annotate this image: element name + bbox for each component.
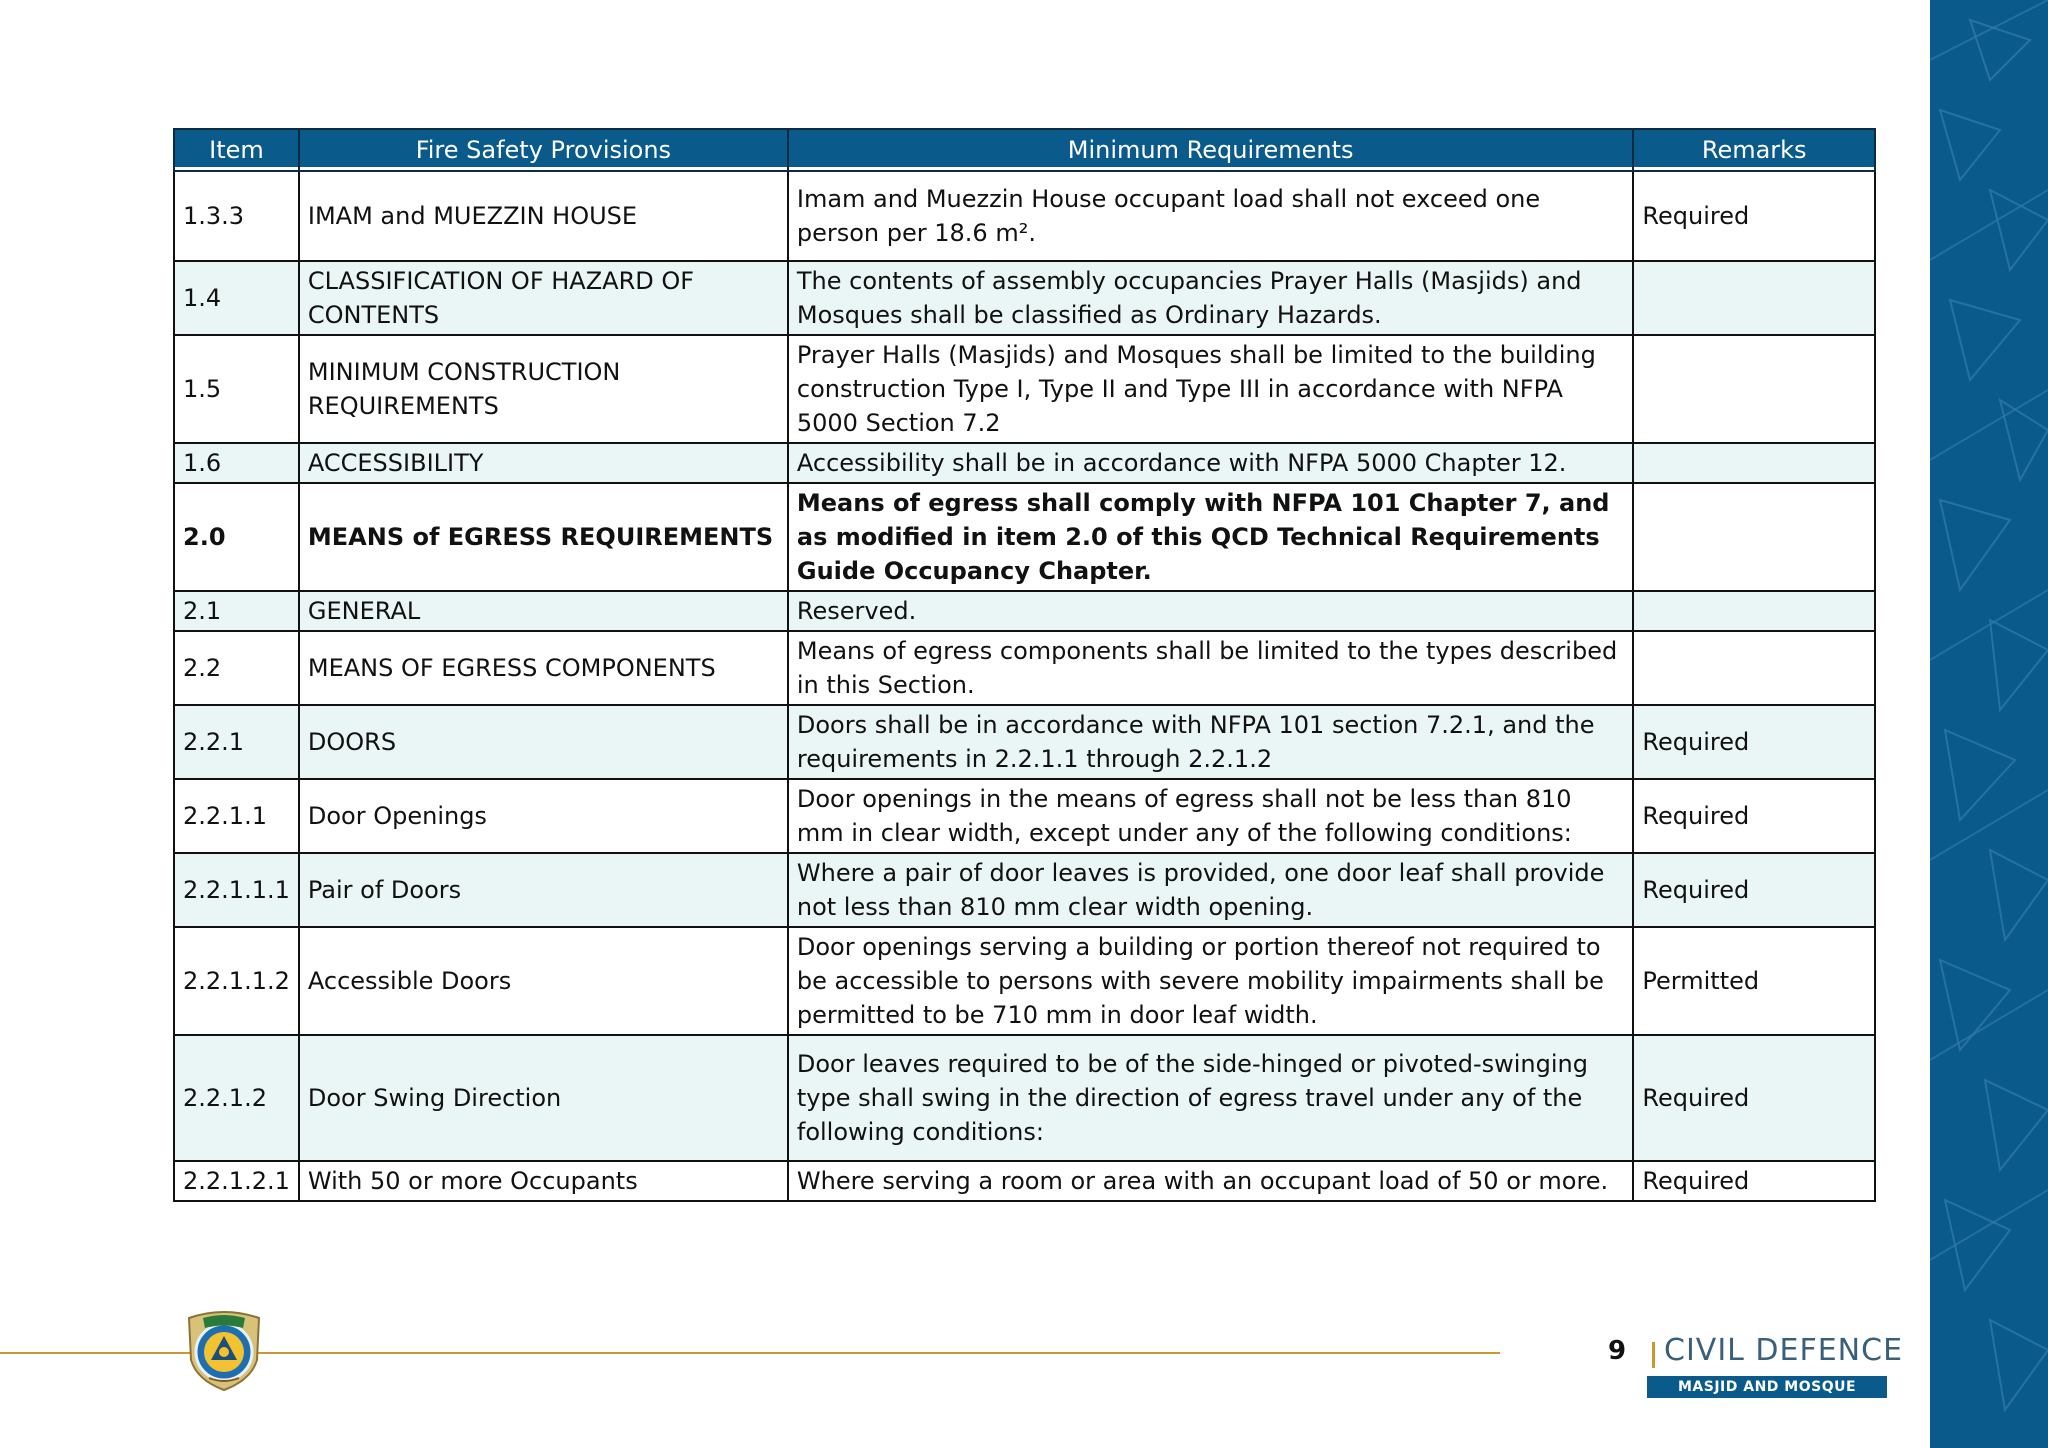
cell-requirement: Means of egress components shall be limited to the types described in this Section. — [788, 631, 1634, 705]
cell-remark — [1633, 261, 1875, 335]
table-row — [174, 1161, 1875, 1201]
footer-separator — [1652, 1342, 1655, 1368]
cell-requirement: Reserved. — [788, 591, 1634, 631]
cell-requirement: Means of egress shall comply with NFPA 101 Chapter 7, and as modified in item 2.0 of this QCD Technical Requirements Guide Occupancy Chapter. — [788, 483, 1634, 591]
header-item: Item — [174, 129, 299, 171]
cell-provision: GENERAL — [299, 591, 788, 631]
cell-remark — [1633, 483, 1875, 591]
cell-item: 1.4 — [174, 261, 299, 335]
cell-item: 2.2.1.2 — [174, 1035, 299, 1161]
cell-remark — [1633, 443, 1875, 483]
cell-provision: With 50 or more Occupants — [299, 1161, 788, 1201]
cell-provision: MEANS of EGRESS REQUIREMENTS — [299, 483, 788, 591]
document-label: MASJID AND MOSQUE — [1647, 1376, 1887, 1398]
cell-provision: Pair of Doors — [299, 853, 788, 927]
cell-item: 2.2 — [174, 631, 299, 705]
cell-remark: Required — [1633, 779, 1875, 853]
table-row — [174, 335, 1875, 443]
cell-requirement: Accessibility shall be in accordance with NFPA 5000 Chapter 12. — [788, 443, 1634, 483]
cell-item: 1.5 — [174, 335, 299, 443]
cell-remark: Required — [1633, 853, 1875, 927]
header-provisions: Fire Safety Provisions — [299, 129, 788, 171]
cell-requirement: Doors shall be in accordance with NFPA 101 section 7.2.1, and the requirements in 2.2.1.1 through 2.2.1.2 — [788, 705, 1634, 779]
header-requirements: Minimum Requirements — [788, 129, 1634, 171]
table-row — [174, 853, 1875, 927]
cell-item: 2.0 — [174, 483, 299, 591]
cell-item: 1.6 — [174, 443, 299, 483]
cell-provision: CLASSIFICATION OF HAZARD OF CONTENTS — [299, 261, 788, 335]
cell-provision: MEANS OF EGRESS COMPONENTS — [299, 631, 788, 705]
cell-provision: Accessible Doors — [299, 927, 788, 1035]
organization-name: CIVIL DEFENCE — [1664, 1333, 1904, 1368]
cell-provision: DOORS — [299, 705, 788, 779]
cell-provision: MINIMUM CONSTRUCTION REQUIREMENTS — [299, 335, 788, 443]
cell-remark: Required — [1633, 1035, 1875, 1161]
table-row — [174, 631, 1875, 705]
cell-requirement: Door openings serving a building or portion thereof not required to be accessible to persons with severe mobility impairments shall be permitted to be 710 mm in door leaf width. — [788, 927, 1634, 1035]
decorative-side-band — [1930, 0, 2048, 1448]
cell-remark: Required — [1633, 1161, 1875, 1201]
table-row — [174, 705, 1875, 779]
cell-remark: Permitted — [1633, 927, 1875, 1035]
cell-remark: Required — [1633, 171, 1875, 261]
table-row — [174, 591, 1875, 631]
table-row — [174, 927, 1875, 1035]
table-row — [174, 443, 1875, 483]
triangle-pattern-icon — [1930, 0, 2048, 1448]
cell-remark: Required — [1633, 705, 1875, 779]
cell-item: 2.1 — [174, 591, 299, 631]
cell-requirement: Door leaves required to be of the side-hinged or pivoted-swinging type shall swing in the direction of egress travel under any of the following conditions: — [788, 1035, 1634, 1161]
cell-item: 2.2.1 — [174, 705, 299, 779]
requirements-table — [173, 128, 1876, 1202]
table-row — [174, 261, 1875, 335]
cell-item: 2.2.1.2.1 — [174, 1161, 299, 1201]
cell-provision: Door Swing Direction — [299, 1035, 788, 1161]
table-header-row — [174, 129, 1875, 171]
cell-remark — [1633, 631, 1875, 705]
table-row — [174, 171, 1875, 261]
header-remarks: Remarks — [1633, 129, 1875, 171]
page-number: 9 — [1608, 1336, 1627, 1366]
cell-remark — [1633, 335, 1875, 443]
cell-requirement: Where a pair of door leaves is provided, one door leaf shall provide not less than 810 mm clear width opening. — [788, 853, 1634, 927]
cell-requirement: Where serving a room or area with an occupant load of 50 or more. — [788, 1161, 1634, 1201]
cell-item: 2.2.1.1.1 — [174, 853, 299, 927]
cell-requirement: Prayer Halls (Masjids) and Mosques shall be limited to the building construction Type I, Type II and Type III in accordance with NFPA 5000 Section 7.2 — [788, 335, 1634, 443]
table-row — [174, 779, 1875, 853]
cell-requirement: Door openings in the means of egress shall not be less than 810 mm in clear width, except under any of the following conditions: — [788, 779, 1634, 853]
cell-remark — [1633, 591, 1875, 631]
cell-requirement: The contents of assembly occupancies Prayer Halls (Masjids) and Mosques shall be classified as Ordinary Hazards. — [788, 261, 1634, 335]
table-row — [174, 483, 1875, 591]
cell-item: 1.3.3 — [174, 171, 299, 261]
cell-provision: Door Openings — [299, 779, 788, 853]
cell-provision: IMAM and MUEZZIN HOUSE — [299, 171, 788, 261]
cell-requirement: Imam and Muezzin House occupant load shall not exceed one person per 18.6 m². — [788, 171, 1634, 261]
cell-item: 2.2.1.1 — [174, 779, 299, 853]
cell-provision: ACCESSIBILITY — [299, 443, 788, 483]
table-row — [174, 1035, 1875, 1161]
civil-defence-emblem-icon — [181, 1308, 267, 1396]
cell-item: 2.2.1.1.2 — [174, 927, 299, 1035]
